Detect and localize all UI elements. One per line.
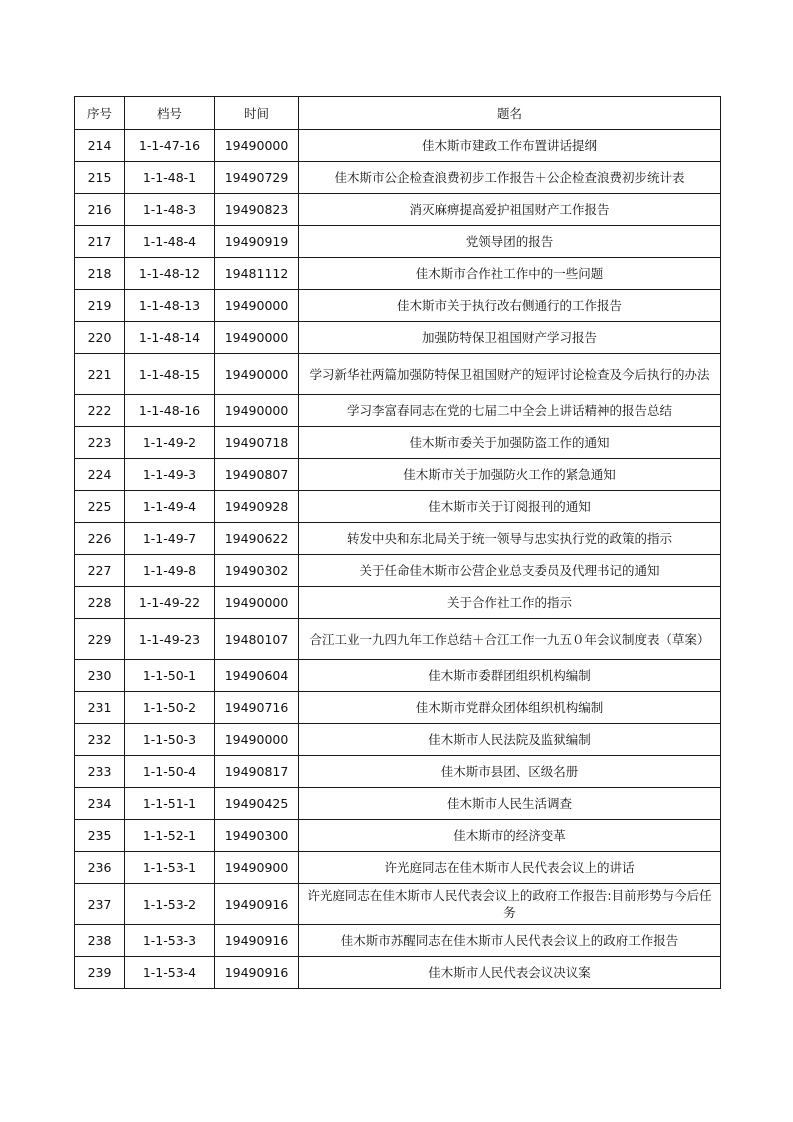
- cell-title: 佳木斯市人民代表会议决议案: [299, 957, 721, 989]
- cell-title: 合江工业一九四九年工作总结＋合江工作一九五０年会议制度表（草案）: [299, 619, 721, 660]
- cell-title: 佳木斯市关于加强防火工作的紧急通知: [299, 459, 721, 491]
- cell-seq: 232: [75, 724, 125, 756]
- cell-doc-number: 1-1-49-3: [125, 459, 215, 491]
- cell-doc-number: 1-1-51-1: [125, 788, 215, 820]
- cell-title: 关于合作社工作的指示: [299, 587, 721, 619]
- table-row: [75, 395, 721, 427]
- cell-seq: 217: [75, 226, 125, 258]
- cell-time: 19490000: [215, 395, 299, 427]
- cell-time: 19490718: [215, 427, 299, 459]
- cell-seq: 216: [75, 194, 125, 226]
- cell-seq: 229: [75, 619, 125, 660]
- cell-title: 加强防特保卫祖国财产学习报告: [299, 322, 721, 354]
- cell-seq: 237: [75, 884, 125, 925]
- cell-doc-number: 1-1-48-13: [125, 290, 215, 322]
- header-seq: 序号: [75, 97, 125, 130]
- cell-time: 19490729: [215, 162, 299, 194]
- cell-time: 19490604: [215, 660, 299, 692]
- cell-time: 19490928: [215, 491, 299, 523]
- cell-title: 佳木斯市关于执行改右侧通行的工作报告: [299, 290, 721, 322]
- cell-title: 关于任命佳木斯市公营企业总支委员及代理书记的通知: [299, 555, 721, 587]
- cell-title: 佳木斯市委关于加强防盗工作的通知: [299, 427, 721, 459]
- cell-title: 佳木斯市合作社工作中的一些问题: [299, 258, 721, 290]
- cell-doc-number: 1-1-50-1: [125, 660, 215, 692]
- table-row: [75, 226, 721, 258]
- cell-doc-number: 1-1-48-12: [125, 258, 215, 290]
- cell-title: 消灭麻痹提高爱护祖国财产工作报告: [299, 194, 721, 226]
- table-row: [75, 660, 721, 692]
- cell-title: 佳木斯市公企检查浪费初步工作报告＋公企检查浪费初步统计表: [299, 162, 721, 194]
- cell-time: 19490000: [215, 724, 299, 756]
- cell-doc-number: 1-1-48-15: [125, 354, 215, 395]
- cell-doc-number: 1-1-53-3: [125, 925, 215, 957]
- cell-seq: 231: [75, 692, 125, 724]
- cell-title: 许光庭同志在佳木斯市人民代表会议上的讲话: [299, 852, 721, 884]
- cell-seq: 228: [75, 587, 125, 619]
- cell-time: 19490716: [215, 692, 299, 724]
- cell-seq: 233: [75, 756, 125, 788]
- cell-title: 佳木斯市党群众团体组织机构编制: [299, 692, 721, 724]
- cell-title: 佳木斯市委群团组织机构编制: [299, 660, 721, 692]
- table-row: [75, 459, 721, 491]
- cell-time: 19490000: [215, 587, 299, 619]
- table-row: [75, 427, 721, 459]
- cell-seq: 225: [75, 491, 125, 523]
- table-row: [75, 555, 721, 587]
- table-row: [75, 692, 721, 724]
- cell-time: 19480107: [215, 619, 299, 660]
- table-row: [75, 619, 721, 660]
- cell-title: 佳木斯市苏醒同志在佳木斯市人民代表会议上的政府工作报告: [299, 925, 721, 957]
- cell-title: 党领导团的报告: [299, 226, 721, 258]
- cell-title: 佳木斯市建政工作布置讲话提纲: [299, 130, 721, 162]
- table-row: [75, 756, 721, 788]
- table-row: [75, 820, 721, 852]
- cell-doc-number: 1-1-48-1: [125, 162, 215, 194]
- cell-seq: 214: [75, 130, 125, 162]
- table-row: [75, 258, 721, 290]
- cell-seq: 234: [75, 788, 125, 820]
- cell-doc-number: 1-1-53-2: [125, 884, 215, 925]
- cell-time: 19490300: [215, 820, 299, 852]
- cell-time: 19490900: [215, 852, 299, 884]
- cell-time: 19490425: [215, 788, 299, 820]
- cell-seq: 221: [75, 354, 125, 395]
- header-doc-number: 档号: [125, 97, 215, 130]
- header-title: 题名: [299, 97, 721, 130]
- cell-title: 转发中央和东北局关于统一领导与忠实执行党的政策的指示: [299, 523, 721, 555]
- cell-doc-number: 1-1-50-4: [125, 756, 215, 788]
- cell-time: 19490919: [215, 226, 299, 258]
- archive-catalog-table: [74, 96, 721, 989]
- table-row: [75, 852, 721, 884]
- cell-seq: 223: [75, 427, 125, 459]
- cell-doc-number: 1-1-49-7: [125, 523, 215, 555]
- cell-seq: 227: [75, 555, 125, 587]
- table-row: [75, 322, 721, 354]
- table-row: [75, 354, 721, 395]
- cell-doc-number: 1-1-48-4: [125, 226, 215, 258]
- cell-doc-number: 1-1-48-16: [125, 395, 215, 427]
- cell-doc-number: 1-1-49-2: [125, 427, 215, 459]
- cell-seq: 239: [75, 957, 125, 989]
- cell-doc-number: 1-1-49-22: [125, 587, 215, 619]
- table-row: [75, 491, 721, 523]
- cell-seq: 226: [75, 523, 125, 555]
- table-row: [75, 788, 721, 820]
- table-row: [75, 724, 721, 756]
- cell-doc-number: 1-1-53-1: [125, 852, 215, 884]
- cell-seq: 236: [75, 852, 125, 884]
- table-body: [75, 130, 721, 989]
- cell-time: 19490916: [215, 884, 299, 925]
- table-row: [75, 523, 721, 555]
- cell-time: 19490622: [215, 523, 299, 555]
- table-row: [75, 587, 721, 619]
- cell-time: 19490817: [215, 756, 299, 788]
- cell-time: 19490916: [215, 957, 299, 989]
- cell-title: 佳木斯市县团、区级名册: [299, 756, 721, 788]
- header-time: 时间: [215, 97, 299, 130]
- cell-seq: 218: [75, 258, 125, 290]
- cell-doc-number: 1-1-49-8: [125, 555, 215, 587]
- cell-time: 19490000: [215, 322, 299, 354]
- cell-time: 19490000: [215, 290, 299, 322]
- cell-time: 19490302: [215, 555, 299, 587]
- table-row: [75, 957, 721, 989]
- cell-title: 佳木斯市关于订阅报刊的通知: [299, 491, 721, 523]
- cell-time: 19481112: [215, 258, 299, 290]
- cell-doc-number: 1-1-50-3: [125, 724, 215, 756]
- cell-time: 19490807: [215, 459, 299, 491]
- cell-seq: 230: [75, 660, 125, 692]
- cell-seq: 215: [75, 162, 125, 194]
- cell-seq: 238: [75, 925, 125, 957]
- cell-time: 19490916: [215, 925, 299, 957]
- cell-title: 学习新华社两篇加强防特保卫祖国财产的短评讨论检查及今后执行的办法: [299, 354, 721, 395]
- cell-title: 佳木斯市人民生活调查: [299, 788, 721, 820]
- table-row: [75, 925, 721, 957]
- cell-seq: 235: [75, 820, 125, 852]
- table-row: [75, 162, 721, 194]
- cell-doc-number: 1-1-53-4: [125, 957, 215, 989]
- cell-doc-number: 1-1-49-23: [125, 619, 215, 660]
- cell-time: 19490000: [215, 130, 299, 162]
- table-header-row: [75, 97, 721, 130]
- cell-title: 许光庭同志在佳木斯市人民代表会议上的政府工作报告:目前形势与今后任 务: [299, 884, 721, 925]
- cell-seq: 224: [75, 459, 125, 491]
- cell-doc-number: 1-1-48-3: [125, 194, 215, 226]
- cell-time: 19490823: [215, 194, 299, 226]
- cell-seq: 222: [75, 395, 125, 427]
- table-row: [75, 194, 721, 226]
- table-row: [75, 884, 721, 925]
- cell-time: 19490000: [215, 354, 299, 395]
- table-row: [75, 130, 721, 162]
- cell-title: 佳木斯市人民法院及监狱编制: [299, 724, 721, 756]
- cell-doc-number: 1-1-50-2: [125, 692, 215, 724]
- cell-seq: 220: [75, 322, 125, 354]
- cell-title: 佳木斯市的经济变革: [299, 820, 721, 852]
- cell-title: 学习李富春同志在党的七届二中全会上讲话精神的报告总结: [299, 395, 721, 427]
- cell-doc-number: 1-1-48-14: [125, 322, 215, 354]
- cell-doc-number: 1-1-52-1: [125, 820, 215, 852]
- cell-doc-number: 1-1-47-16: [125, 130, 215, 162]
- cell-seq: 219: [75, 290, 125, 322]
- table-row: [75, 290, 721, 322]
- cell-doc-number: 1-1-49-4: [125, 491, 215, 523]
